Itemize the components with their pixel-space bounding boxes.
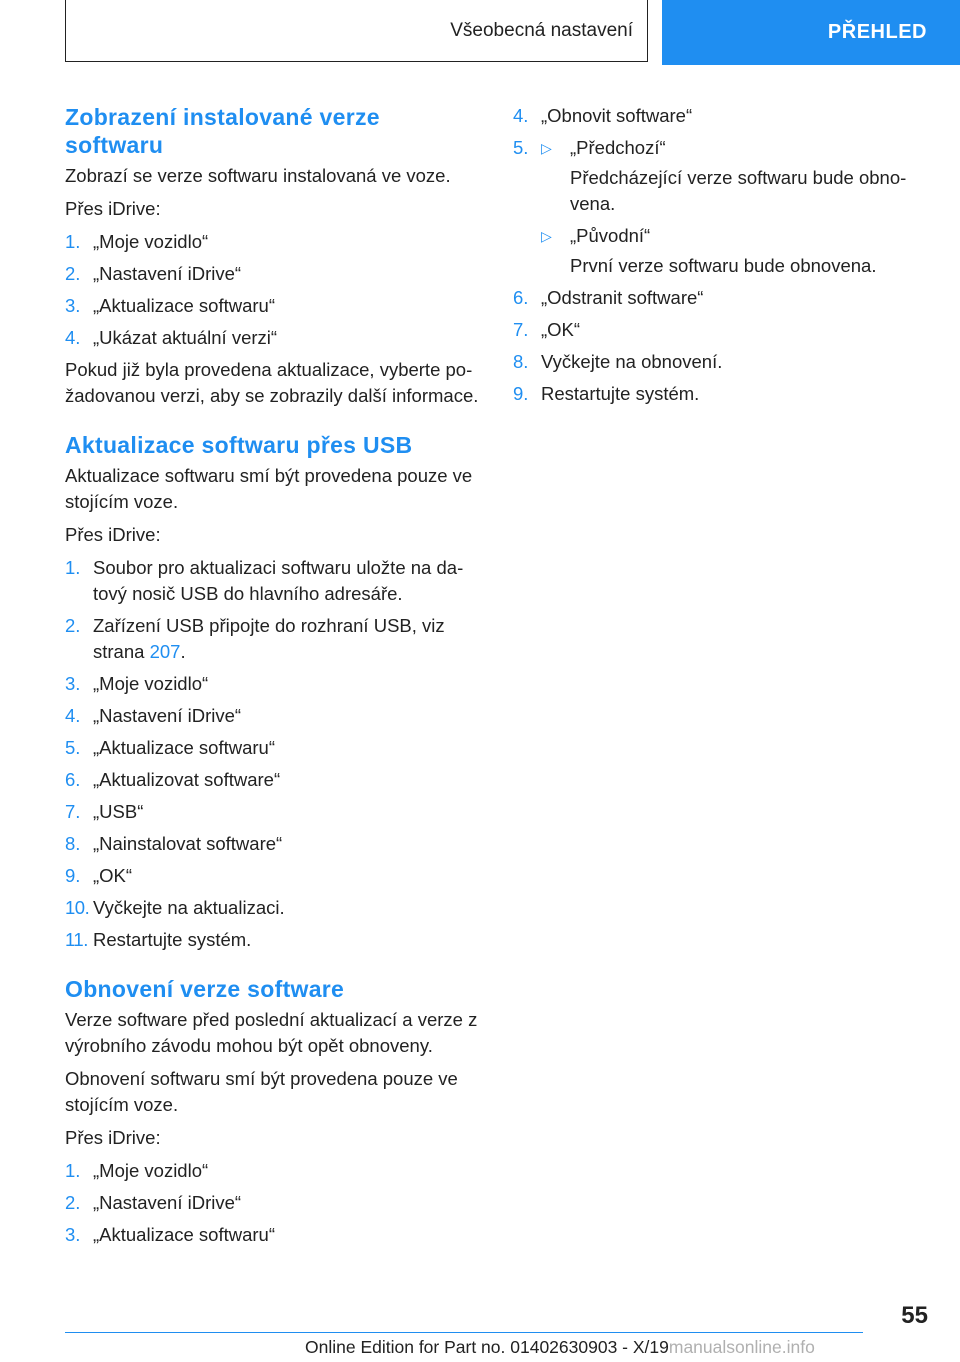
step-number: 9. (65, 865, 81, 886)
list-item (513, 349, 913, 375)
step-text-part: Zařízení USB připojte do rozhraní USB, viz strana (93, 615, 445, 662)
list-item (513, 381, 913, 407)
list-item (513, 285, 913, 311)
paragraph: Pokud již byla provedena aktualizace, vyberte požadovanou verzi, aby se zobrazily další informace. (65, 359, 479, 406)
step-text: „OK“ (541, 319, 581, 340)
step-text: „Aktualizovat software“ (93, 769, 281, 790)
steps-list (65, 555, 480, 953)
triangle-bullet-icon: ▷ (541, 140, 552, 156)
step-number: 2. (65, 1192, 81, 1213)
list-item (513, 317, 913, 343)
step-number: 4. (513, 105, 529, 126)
step-text: Vyčkejte na aktualizaci. (93, 897, 285, 918)
option-group (541, 135, 913, 279)
step-text: „Aktualizace softwaru“ (93, 1224, 275, 1245)
paragraph: Verze software před poslední aktualizací a verze z výrobního závodu mohou být opět obnoveny. (65, 1009, 478, 1056)
step-number: 7. (513, 319, 529, 340)
list-item (65, 927, 480, 953)
step-number: 6. (65, 769, 81, 790)
steps-list (513, 103, 913, 407)
list-item (65, 767, 480, 793)
step-text: „Moje vozidlo“ (93, 231, 209, 252)
list-item (513, 103, 913, 129)
left-column (65, 103, 480, 1254)
list-item (65, 703, 480, 729)
footer-divider (65, 1332, 863, 1333)
list-item (513, 135, 913, 279)
page-number: 55 (901, 1302, 928, 1329)
paragraph: Přes iDrive: (65, 198, 161, 219)
step-text: Restartujte systém. (541, 383, 700, 404)
triangle-bullet-icon: ▷ (541, 228, 552, 244)
list-item (65, 799, 480, 825)
list-item (65, 735, 480, 761)
section-title-usb-update: Aktualizace softwaru přes USB (65, 432, 413, 458)
list-item (65, 895, 480, 921)
step-text: „USB“ (93, 801, 144, 822)
list-item (65, 831, 480, 857)
step-text: „Moje vozidlo“ (93, 673, 209, 694)
step-number: 7. (65, 801, 81, 822)
paragraph: Zobrazí se verze softwaru instalovaná ve voze. (65, 165, 451, 186)
footer-edition (305, 1337, 815, 1358)
list-item (65, 613, 480, 665)
paragraph: Obnovení softwaru smí být provedena pouze ve stojícím voze. (65, 1068, 458, 1115)
step-text: „Nastavení iDrive“ (93, 705, 242, 726)
step-number: 10. (65, 897, 90, 918)
step-number: 8. (65, 833, 81, 854)
step-number: 8. (513, 351, 529, 372)
list-item (65, 555, 480, 607)
step-number: 4. (65, 705, 81, 726)
step-text: Soubor pro aktualizaci softwaru uložte na datový nosič USB do hlavního adresáře. (93, 557, 464, 604)
header-section-label: Všeobecná nastavení (450, 19, 633, 41)
step-number: 3. (65, 673, 81, 694)
step-number: 5. (65, 737, 81, 758)
step-number: 11. (65, 929, 88, 950)
step-text: „Nainstalovat software“ (93, 833, 283, 854)
step-text: „Obnovit software“ (541, 105, 693, 126)
footer-edition-text: Online Edition for Part no. 01402630903 - X/19 (305, 1337, 669, 1357)
step-number: 1. (65, 231, 81, 252)
header-section-tab (65, 0, 648, 62)
step-text: „Ukázat aktuální verzi“ (93, 327, 278, 348)
list-item (65, 863, 480, 889)
header-chapter-tab[interactable] (662, 0, 960, 65)
paragraph: Přes iDrive: (65, 524, 161, 545)
section-title-restore-version: Obnovení verze software (65, 976, 345, 1002)
step-text: „Nastavení iDrive“ (93, 1192, 242, 1213)
steps-list (65, 229, 480, 351)
step-text: Restartujte systém. (93, 929, 252, 950)
option-description: První verze softwaru bude obnovena. (570, 255, 877, 276)
step-number: 9. (513, 383, 529, 404)
step-text-part: . (180, 641, 186, 662)
step-text (93, 613, 480, 665)
step-number: 1. (65, 1160, 81, 1181)
list-item (65, 671, 480, 697)
option-item (541, 223, 913, 249)
list-item (65, 293, 480, 319)
paragraph: Přes iDrive: (65, 1127, 161, 1148)
list-item (65, 1190, 480, 1216)
step-number: 6. (513, 287, 529, 308)
watermark-text: manualsonline.info (668, 1337, 815, 1357)
section-title-show-version: Zobrazení instalované verze softwaru (65, 104, 380, 158)
page-reference-link[interactable]: 207 (149, 641, 181, 662)
step-text: „Odstranit software“ (541, 287, 704, 308)
step-text: „Moje vozidlo“ (93, 1160, 209, 1181)
step-number: 1. (65, 557, 81, 578)
step-text: „Nastavení iDrive“ (93, 263, 242, 284)
list-item (65, 261, 480, 287)
list-item (65, 229, 480, 255)
option-label: „Původní“ (570, 225, 651, 246)
list-item (65, 325, 480, 351)
step-number: 5. (513, 137, 529, 158)
step-text: „OK“ (93, 865, 133, 886)
header-chapter-label: PŘEHLED (827, 21, 927, 43)
step-number: 3. (65, 295, 81, 316)
right-column (513, 103, 913, 413)
option-description: Předcházející verze softwaru bude obnovena. (570, 167, 907, 214)
option-label: „Předchozí“ (570, 137, 666, 158)
step-number: 2. (65, 263, 81, 284)
steps-list (65, 1158, 480, 1248)
paragraph: Aktualizace softwaru smí být provedena pouze ve stojícím voze. (65, 465, 473, 512)
step-number: 2. (65, 615, 81, 636)
list-item (65, 1158, 480, 1184)
step-text: Vyčkejte na obnovení. (541, 351, 723, 372)
step-text: „Aktualizace softwaru“ (93, 737, 275, 758)
step-number: 4. (65, 327, 81, 348)
step-number: 3. (65, 1224, 81, 1245)
step-text: „Aktualizace softwaru“ (93, 295, 275, 316)
list-item (65, 1222, 480, 1248)
option-item (541, 135, 913, 161)
